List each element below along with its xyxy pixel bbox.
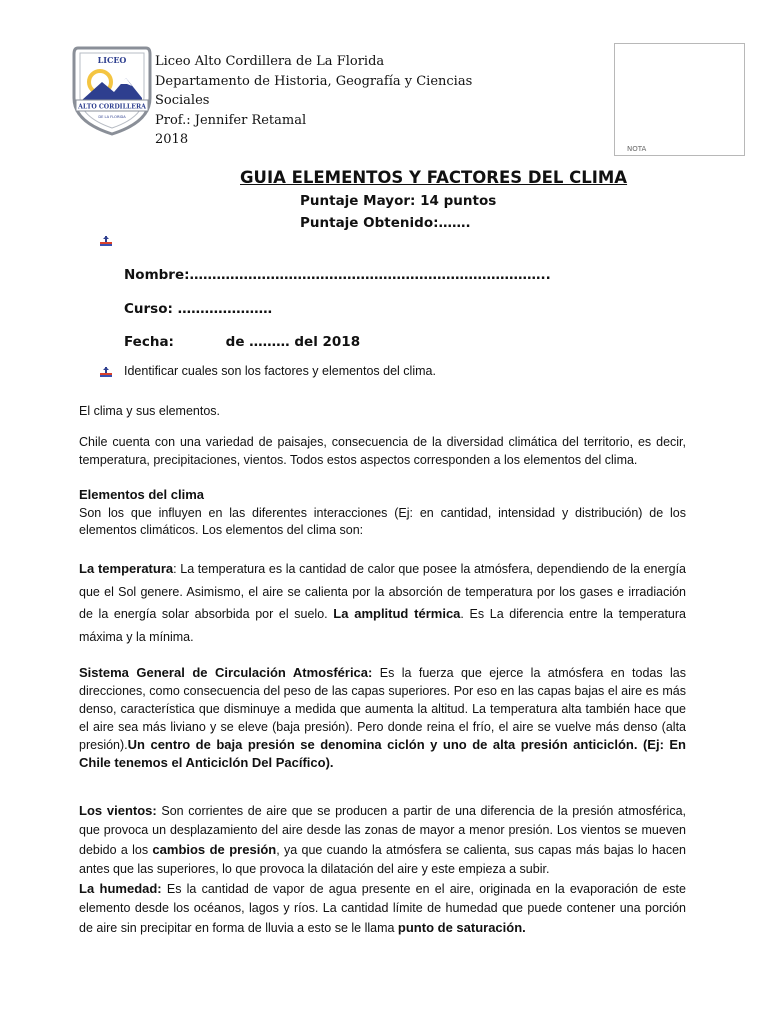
circulacion-paragraph <box>79 664 686 772</box>
temperatura-term: La temperatura <box>79 561 174 576</box>
vientos-term: Los vientos: <box>79 803 157 818</box>
grade-box <box>614 43 745 156</box>
grade-label: NOTA <box>627 145 647 153</box>
department-line-2: Sociales <box>155 93 210 108</box>
arrow-bullet-icon <box>100 367 114 377</box>
header-year: 2018 <box>155 132 189 147</box>
score-obtained: Puntaje Obtenido:……. <box>300 215 471 231</box>
page-title: GUIA ELEMENTOS Y FACTORES DEL CLIMA <box>240 168 628 187</box>
logo-top-text: LICEO <box>97 55 127 65</box>
vientos-text-2: , ya que cuando la atmósfera se calienta, sus capas más bajas lo hacen antes que las superiores, lo que provoca la dilatación del aire y este empieza a subir. <box>79 843 686 876</box>
logo-banner-text: ALTO CORDILLERA <box>78 103 146 111</box>
curso-field[interactable]: Curso: ………………… <box>124 301 273 317</box>
department-line-1: Departamento de Historia, Geografía y Ciencias <box>155 74 473 89</box>
circulacion-bold-text: Un centro de baja presión se denomina ciclón y uno de alta presión anticiclón. (Ej: En Chile tenemos el Anticiclón Del Pacífico). <box>79 737 686 770</box>
circulacion-text: Es la fuerza que ejerce la atmósfera en todas las direcciones, como consecuencia del peso de las capas superiores. Por eso en las capas bajas el aire es más denso, característica que disminuye a medida que aumenta la altitud. La temperatura alta también hace que el aire sea más liviano y se eleve (baja presión). Pero donde reina el frío, el aire se vuelve más denso (alta presión). <box>79 666 687 752</box>
punto-saturacion-term: punto de saturación. <box>397 920 526 935</box>
arrow-bullet-icon <box>100 236 114 246</box>
fecha-field[interactable]: Fecha: de ……… del 2018 <box>124 334 361 350</box>
objective-text: Identificar cuales son los factores y elementos del clima. <box>124 364 436 378</box>
school-name: Liceo Alto Cordillera de La Florida <box>155 54 385 69</box>
humedad-text: Es la cantidad de vapor de agua presente en el aire, originada en la evaporación de este elemento desde los océanos, lagos y ríos. La cantidad límite de humedad que puede contener una porción de aire sin precipitar en forma de lluvia a esto se le llama <box>79 882 686 935</box>
elements-text: Son los que influyen en las diferentes interacciones (Ej: en cantidad, intensidad y distribución) de los elementos climáticos. Los elementos del clima son: <box>79 505 686 537</box>
nombre-field[interactable]: Nombre:…………………………………………………………………….. <box>124 267 551 283</box>
cambios-presion-term: cambios de presión <box>152 842 277 857</box>
circulacion-term: Sistema General de Circulación Atmosférica: <box>79 665 373 680</box>
humedad-term: La humedad: <box>79 881 162 896</box>
temperatura-paragraph <box>79 558 686 648</box>
amplitud-text: . Es La diferencia entre la temperatura máxima y la mínima. <box>79 607 686 644</box>
elements-heading: Elementos del clima <box>79 487 204 502</box>
logo-bottom-text: DE LA FLORIDA <box>98 115 126 119</box>
school-logo <box>70 42 154 136</box>
temperatura-text: : La temperatura es la cantidad de calor que posee la atmósfera, dependiendo de la energía que el Sol genere. Asimismo, el aire se calienta por la absorción de temperatura por los gases e irradiación de la energía solar absorbida por el suelo. <box>79 562 686 621</box>
score-max: Puntaje Mayor: 14 puntos <box>300 193 497 209</box>
teacher-name: Prof.: Jennifer Retamal <box>155 113 307 128</box>
intro-paragraph: Chile cuenta con una variedad de paisajes, consecuencia de la diversidad climática del territorio, es decir, temperatura, precipitaciones, vientos. Todos estos aspectos corresponden a los elementos del clima. <box>79 435 686 467</box>
vientos-text: Son corrientes de aire que se producen a partir de una diferencia de la presión atmosférica, que provoca un desplazamiento del aire desde las zonas de mayor a menor presión. Los vientos se mueven debido a los <box>79 804 686 857</box>
amplitud-term: La amplitud térmica <box>333 606 461 621</box>
vientos-paragraph <box>79 801 686 938</box>
intro-heading: El clima y sus elementos. <box>79 404 221 418</box>
elements-section <box>79 486 686 540</box>
